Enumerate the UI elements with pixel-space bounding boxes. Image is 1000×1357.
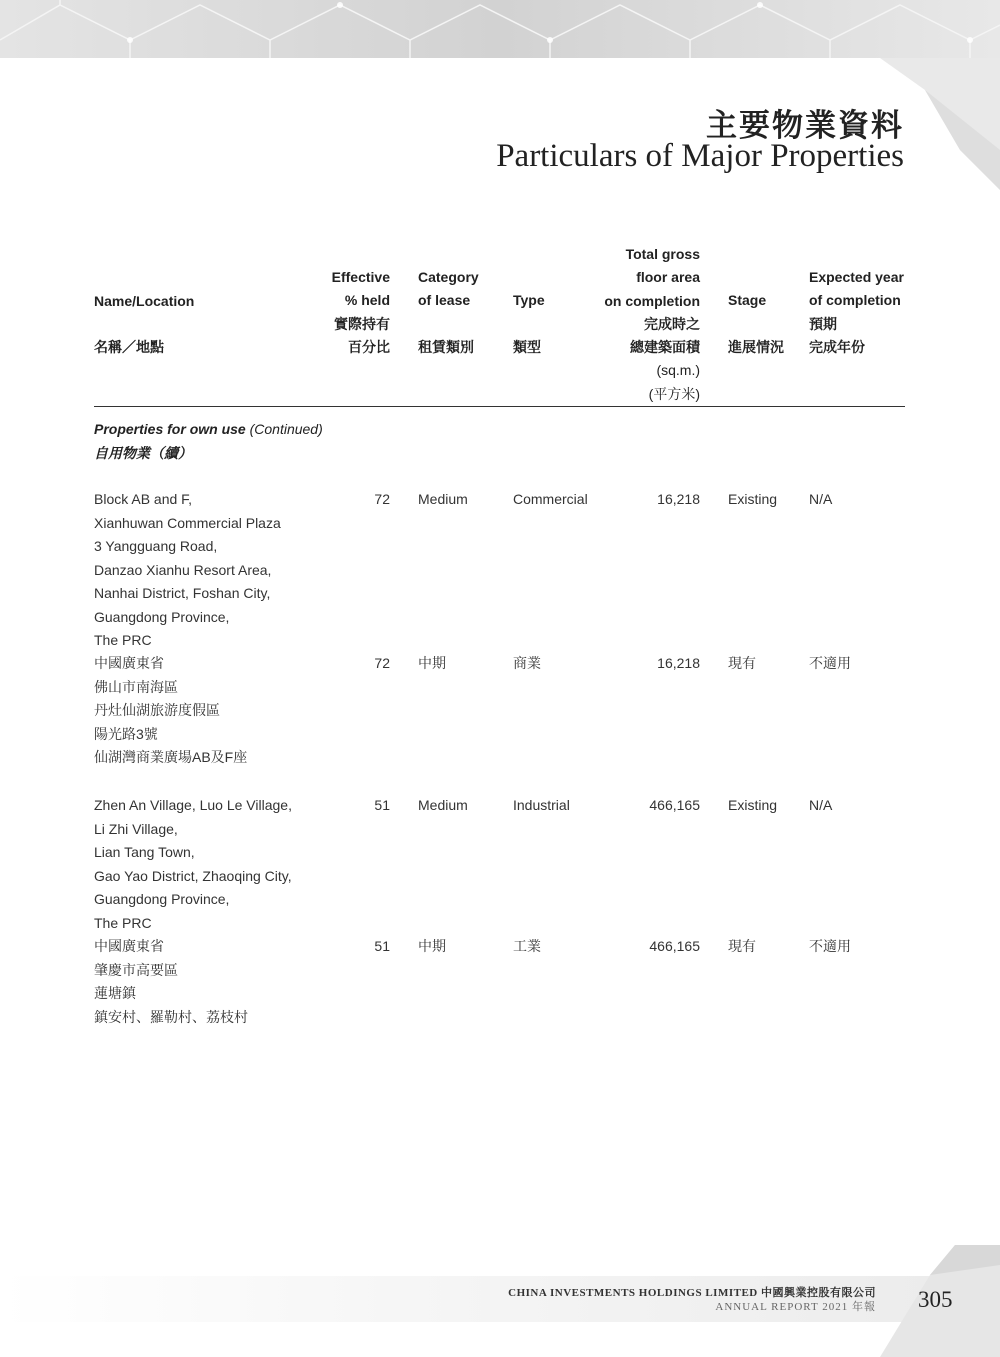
header-divider <box>94 406 905 407</box>
row1-location-cn: 中國廣東省 佛山市南海區 丹灶仙湖旅游度假區 陽光路3號 仙湖灣商業廣場AB及F座 <box>94 655 248 765</box>
page-title-cn: 主要物業資料 <box>706 108 904 144</box>
column-header-lease: Category of lease 租賃類別 <box>418 269 479 355</box>
row2-location-en: Zhen An Village, Luo Le Village, Li Zhi Village, Lian Tang Town, Gao Yao District, Zhaoqing City, Guangdong Province, The PRC <box>94 797 292 931</box>
footer-company: CHINA INVESTMENTS HOLDINGS LIMITED 中國興業控股有限公司 <box>508 1287 876 1299</box>
row1-held-cn: 72 <box>374 655 390 671</box>
row2-stage-cn: 現有 <box>728 938 756 954</box>
row1-area-cn: 16,218 <box>657 655 700 671</box>
column-header-name: Name/Location 名稱／地點 <box>94 292 195 356</box>
row2-location-cn: 中國廣東省 肇慶市高要區 蓮塘鎮 鎮安村、羅勒村、荔枝村 <box>94 938 248 1025</box>
column-header-stage: Stage 進展情況 <box>728 292 784 355</box>
row1-area-en: 16,218 <box>657 491 700 507</box>
footer-report: ANNUAL REPORT 2021 年報 <box>715 1301 876 1313</box>
row1-year-cn: 不適用 <box>809 655 851 671</box>
row2-year-cn: 不適用 <box>809 938 851 954</box>
row1-lease-en: Medium <box>418 491 468 507</box>
row2-stage-en: Existing <box>728 797 778 813</box>
row1-year-en: N/A <box>809 491 833 507</box>
row1-held-en: 72 <box>374 491 390 507</box>
row2-type-en: Industrial <box>513 797 570 813</box>
row2-held-en: 51 <box>374 797 390 813</box>
row1-type-en: Commercial <box>513 491 588 507</box>
row2-lease-cn: 中期 <box>418 938 446 954</box>
row2-held-cn: 51 <box>374 938 390 954</box>
column-header-year: Expected year of completion 預期 完成年份 <box>809 269 904 355</box>
page-title-en: Particulars of Major Properties <box>496 138 904 174</box>
row2-year-en: N/A <box>809 797 833 813</box>
row1-location-en: Block AB and F, Xianhuwan Commercial Plaza 3 Yangguang Road, Danzao Xianhu Resort Area, Nanhai District, Foshan City, Guangdong Province, The PRC <box>94 491 281 648</box>
row2-area-cn: 466,165 <box>649 938 700 954</box>
column-header-type: Type 類型 <box>513 292 545 355</box>
row1-stage-cn: 現有 <box>728 655 756 671</box>
row1-stage-en: Existing <box>728 491 778 507</box>
row2-area-en: 466,165 <box>649 797 700 813</box>
row1-lease-cn: 中期 <box>418 655 446 671</box>
column-header-held: Effective % held 實際持有 百分比 <box>331 269 390 355</box>
column-header-area: Total gross floor area on completion 完成時之 總建築面積 (sq.m.) (平方米) <box>604 246 700 402</box>
page-number: 305 <box>918 1287 953 1312</box>
row1-type-cn: 商業 <box>513 655 541 671</box>
row2-lease-en: Medium <box>418 797 468 813</box>
row2-type-cn: 工業 <box>513 938 541 954</box>
section-label: Properties for own use (Continued) 自用物業（續） <box>94 421 323 461</box>
